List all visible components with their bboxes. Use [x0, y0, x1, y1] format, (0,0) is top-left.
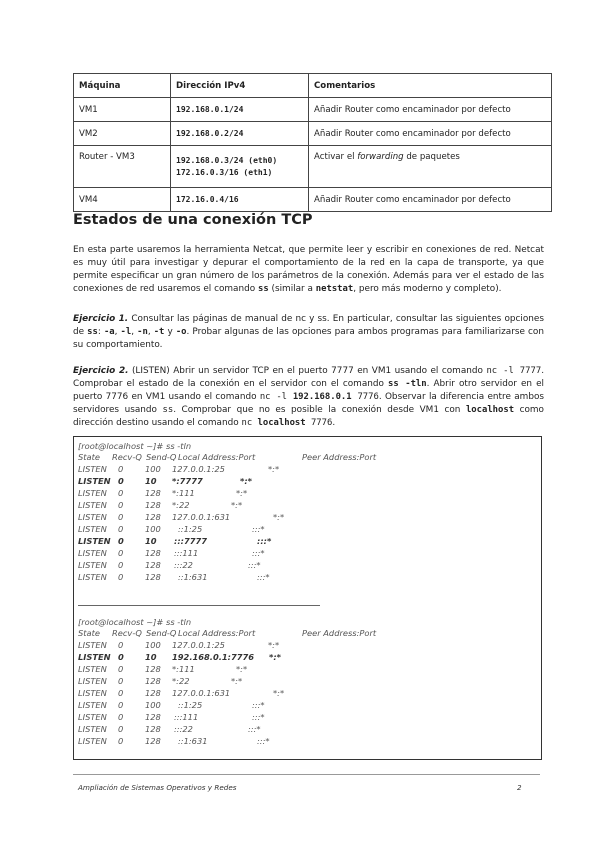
cell: *:*	[269, 652, 281, 662]
comment-cell: Añadir Router como encaminador por defecto	[309, 188, 552, 212]
text: .	[332, 418, 336, 428]
text: :	[97, 327, 104, 337]
cell: 0	[118, 688, 124, 698]
cell: *:22	[172, 676, 190, 686]
cell: :::22	[174, 724, 193, 734]
cell: :::111	[174, 712, 199, 722]
cell: 10	[145, 476, 157, 486]
code: localhost	[465, 405, 515, 415]
column-header-machine: Máquina	[74, 74, 171, 98]
cell: 128	[145, 736, 161, 746]
cell: 0	[118, 524, 124, 534]
text: (LISTEN) Abrir un servidor TCP en el puerto 7777 en VM1 usando el comando	[128, 366, 487, 376]
cell: LISTEN	[78, 664, 107, 674]
header-cell: State	[78, 628, 100, 638]
cell: 128	[145, 572, 161, 582]
code: ss	[87, 327, 98, 337]
text: como dirección destino usando el comando	[73, 405, 544, 428]
exercise-2	[73, 365, 544, 430]
cell: 127.0.0.1:25	[172, 464, 225, 474]
cell: *:*	[236, 664, 248, 674]
header-cell: Recv-Q	[112, 452, 142, 462]
code: ss -tln	[387, 379, 427, 389]
cell: 128	[145, 724, 161, 734]
terminal-output-box	[73, 436, 542, 760]
cell: LISTEN	[78, 500, 107, 510]
intro-paragraph	[73, 244, 544, 296]
column-header-comments: Comentarios	[309, 74, 552, 98]
text: . Abrir otro servidor en el puerto 7776 en VM1 usando el comando	[73, 379, 545, 402]
cell: 100	[145, 464, 161, 474]
cell: 0	[118, 664, 124, 674]
cell: 128	[145, 712, 161, 722]
cell: 128	[145, 512, 161, 522]
cell: LISTEN	[78, 736, 107, 746]
ip-address-table	[73, 73, 552, 212]
cell: 0	[118, 652, 124, 662]
exercise-label: Ejercicio 1.	[73, 314, 129, 324]
cell: 192.168.0.1:7776	[172, 652, 255, 662]
cell: 0	[118, 676, 124, 686]
table-row	[74, 146, 552, 188]
footer-rule	[73, 774, 540, 775]
cell: 0	[118, 640, 124, 650]
table-row	[74, 188, 552, 212]
cell: LISTEN	[78, 464, 107, 474]
cell: LISTEN	[78, 676, 107, 686]
code: -n	[137, 327, 148, 337]
text: . Comprobar que no es posible la conexión desde VM1 con	[173, 405, 466, 415]
ip-cell: 192.168.0.2/24	[171, 122, 309, 146]
text: Consultar las páginas de manual de nc y ss. En particular, consultar las siguientes opciones de	[73, 314, 544, 337]
code: ss	[162, 405, 174, 415]
cell: 10	[145, 536, 157, 546]
cell: 128	[145, 664, 161, 674]
cell: :::111	[174, 548, 199, 558]
cell: :::*	[252, 524, 265, 534]
text: . Observar la diferencia entre ambos servidores usando	[73, 392, 545, 415]
cell: :::*	[248, 724, 261, 734]
cell: *:*	[268, 640, 280, 650]
header-cell: State	[78, 452, 100, 462]
text: (similar a	[268, 284, 316, 294]
cell: 0	[118, 536, 124, 546]
cell: 0	[118, 464, 124, 474]
code: 192.168.0.1	[292, 392, 352, 402]
cell: 128	[145, 500, 161, 510]
text: En esta parte usaremos la herramienta Netcat, que permite leer y escribir en conexiones de red. Netcat es muy útil para investigar y depurar el comportamiento de la red en la capa de transporte, ya que permite especificar un gran número de los parámetros de la conexión. Además para ver el estado de las conexiones de red usaremos el comando	[73, 245, 544, 294]
header-cell: Send-Q	[146, 452, 177, 462]
cell: 0	[118, 724, 124, 734]
code: nc -l	[259, 392, 293, 402]
cell: LISTEN	[78, 512, 107, 522]
text: ,	[147, 327, 154, 337]
header-cell: Local Address:Port	[178, 452, 256, 462]
terminal-prompt: [root@localhost ~]# ss -tln	[78, 441, 192, 451]
header-cell: Peer Address:Port	[302, 452, 377, 462]
cell: 128	[145, 676, 161, 686]
text: y	[164, 327, 176, 337]
text: , pero más moderno y completo).	[353, 284, 502, 294]
cell: *:*	[273, 688, 285, 698]
table-row	[74, 122, 552, 146]
cell: *:111	[172, 488, 195, 498]
table-header-row	[74, 74, 552, 98]
cell: :::*	[248, 560, 261, 570]
comment-text: de paquetes	[403, 152, 460, 162]
cell: 128	[145, 560, 161, 570]
cell: *:*	[268, 464, 280, 474]
cell: LISTEN	[78, 476, 111, 486]
cell: 0	[118, 500, 124, 510]
cell: 0	[118, 572, 124, 582]
text: . Comprobar el estado de la conexión en el servidor con el comando	[73, 366, 545, 389]
cell: LISTEN	[78, 560, 107, 570]
ip-cell: 192.168.0.1/24	[171, 98, 309, 122]
cell: *:*	[231, 676, 243, 686]
cell: LISTEN	[78, 548, 107, 558]
cell: 10	[145, 652, 157, 662]
code: nc -l 7777	[486, 366, 542, 376]
table-row	[74, 98, 552, 122]
code: localhost	[257, 418, 306, 428]
text: ,	[114, 327, 121, 337]
cell: ::1:631	[178, 572, 208, 582]
cell: LISTEN	[78, 688, 107, 698]
cell: 128	[145, 488, 161, 498]
code: -o	[175, 327, 187, 337]
machine-cell: VM1	[74, 98, 171, 122]
cell: :::*	[252, 548, 265, 558]
cell: :::*	[257, 736, 270, 746]
code: -a	[103, 327, 115, 337]
column-header-ip: Dirección IPv4	[171, 74, 309, 98]
exercise-1	[73, 313, 544, 352]
ip-eth1: 172.16.0.3/16 (eth1)	[176, 167, 273, 177]
cell: 100	[145, 524, 161, 534]
separator-line	[78, 605, 320, 606]
cell: LISTEN	[78, 652, 111, 662]
comment-cell: Añadir Router como encaminador por defecto	[309, 122, 552, 146]
cell: LISTEN	[78, 700, 107, 710]
ip-cell	[171, 146, 309, 188]
cell: LISTEN	[78, 524, 107, 534]
comment-cell	[309, 146, 552, 188]
cell: :::22	[174, 560, 193, 570]
header-cell: Local Address:Port	[178, 628, 256, 638]
terminal-prompt: [root@localhost ~]# ss -tln	[78, 617, 192, 627]
cell: :::*	[252, 700, 265, 710]
header-cell: Send-Q	[146, 628, 177, 638]
comment-text: Activar el	[314, 152, 358, 162]
text: . Probar algunas de las opciones para ambos programas para familiarizarse con su comportamiento.	[73, 327, 544, 350]
cell: :::7777	[174, 536, 208, 546]
cell: 127.0.0.1:25	[172, 640, 225, 650]
cell: *:*	[231, 500, 243, 510]
header-cell: Peer Address:Port	[302, 628, 377, 638]
cell: LISTEN	[78, 724, 107, 734]
cell: 100	[145, 700, 161, 710]
machine-cell: Router - VM3	[74, 146, 171, 188]
cell: 0	[118, 736, 124, 746]
code: nc	[241, 418, 258, 428]
exercise-label: Ejercicio 2.	[73, 366, 129, 376]
code: -t	[153, 327, 165, 337]
section-title: Estados de una conexión TCP	[73, 212, 313, 228]
comment-cell: Añadir Router como encaminador por defecto	[309, 98, 552, 122]
cell: 127.0.0.1:631	[172, 688, 231, 698]
cell: :::*	[257, 536, 272, 546]
cell: LISTEN	[78, 572, 107, 582]
cell: 0	[118, 712, 124, 722]
cell: 0	[118, 700, 124, 710]
cell: ::1:631	[178, 736, 208, 746]
cell: LISTEN	[78, 488, 107, 498]
cell: :::*	[257, 572, 270, 582]
footer-title: Ampliación de Sistemas Operativos y Redes	[78, 783, 237, 792]
cell: 0	[118, 488, 124, 498]
comment-emphasis: forwarding	[357, 152, 404, 162]
code: 7776	[351, 392, 379, 402]
cell: *:22	[172, 500, 190, 510]
code: -l	[120, 327, 132, 337]
code: 7776	[305, 418, 333, 428]
page-number: 2	[517, 783, 522, 792]
cell: *:*	[240, 476, 252, 486]
cell: 0	[118, 560, 124, 570]
cell: 100	[145, 640, 161, 650]
cell: 0	[118, 512, 124, 522]
cell: 128	[145, 688, 161, 698]
cell: *:*	[236, 488, 248, 498]
cell: *:111	[172, 664, 195, 674]
cell: 127.0.0.1:631	[172, 512, 231, 522]
cell: 128	[145, 548, 161, 558]
text: ,	[131, 327, 138, 337]
cell: 0	[118, 476, 124, 486]
cell: ::1:25	[178, 700, 203, 710]
machine-cell: VM2	[74, 122, 171, 146]
cell: LISTEN	[78, 536, 111, 546]
cell: *:*	[273, 512, 285, 522]
cell: LISTEN	[78, 712, 107, 722]
machine-cell: VM4	[74, 188, 171, 212]
cell: LISTEN	[78, 640, 107, 650]
cell: :::*	[252, 712, 265, 722]
code: ss	[257, 284, 269, 294]
ip-cell: 172.16.0.4/16	[171, 188, 309, 212]
code: netstat	[315, 284, 354, 294]
cell: ::1:25	[178, 524, 203, 534]
cell: 0	[118, 548, 124, 558]
header-cell: Recv-Q	[112, 628, 142, 638]
ip-eth0: 192.168.0.3/24 (eth0)	[176, 155, 278, 165]
cell: *:7777	[172, 476, 203, 486]
